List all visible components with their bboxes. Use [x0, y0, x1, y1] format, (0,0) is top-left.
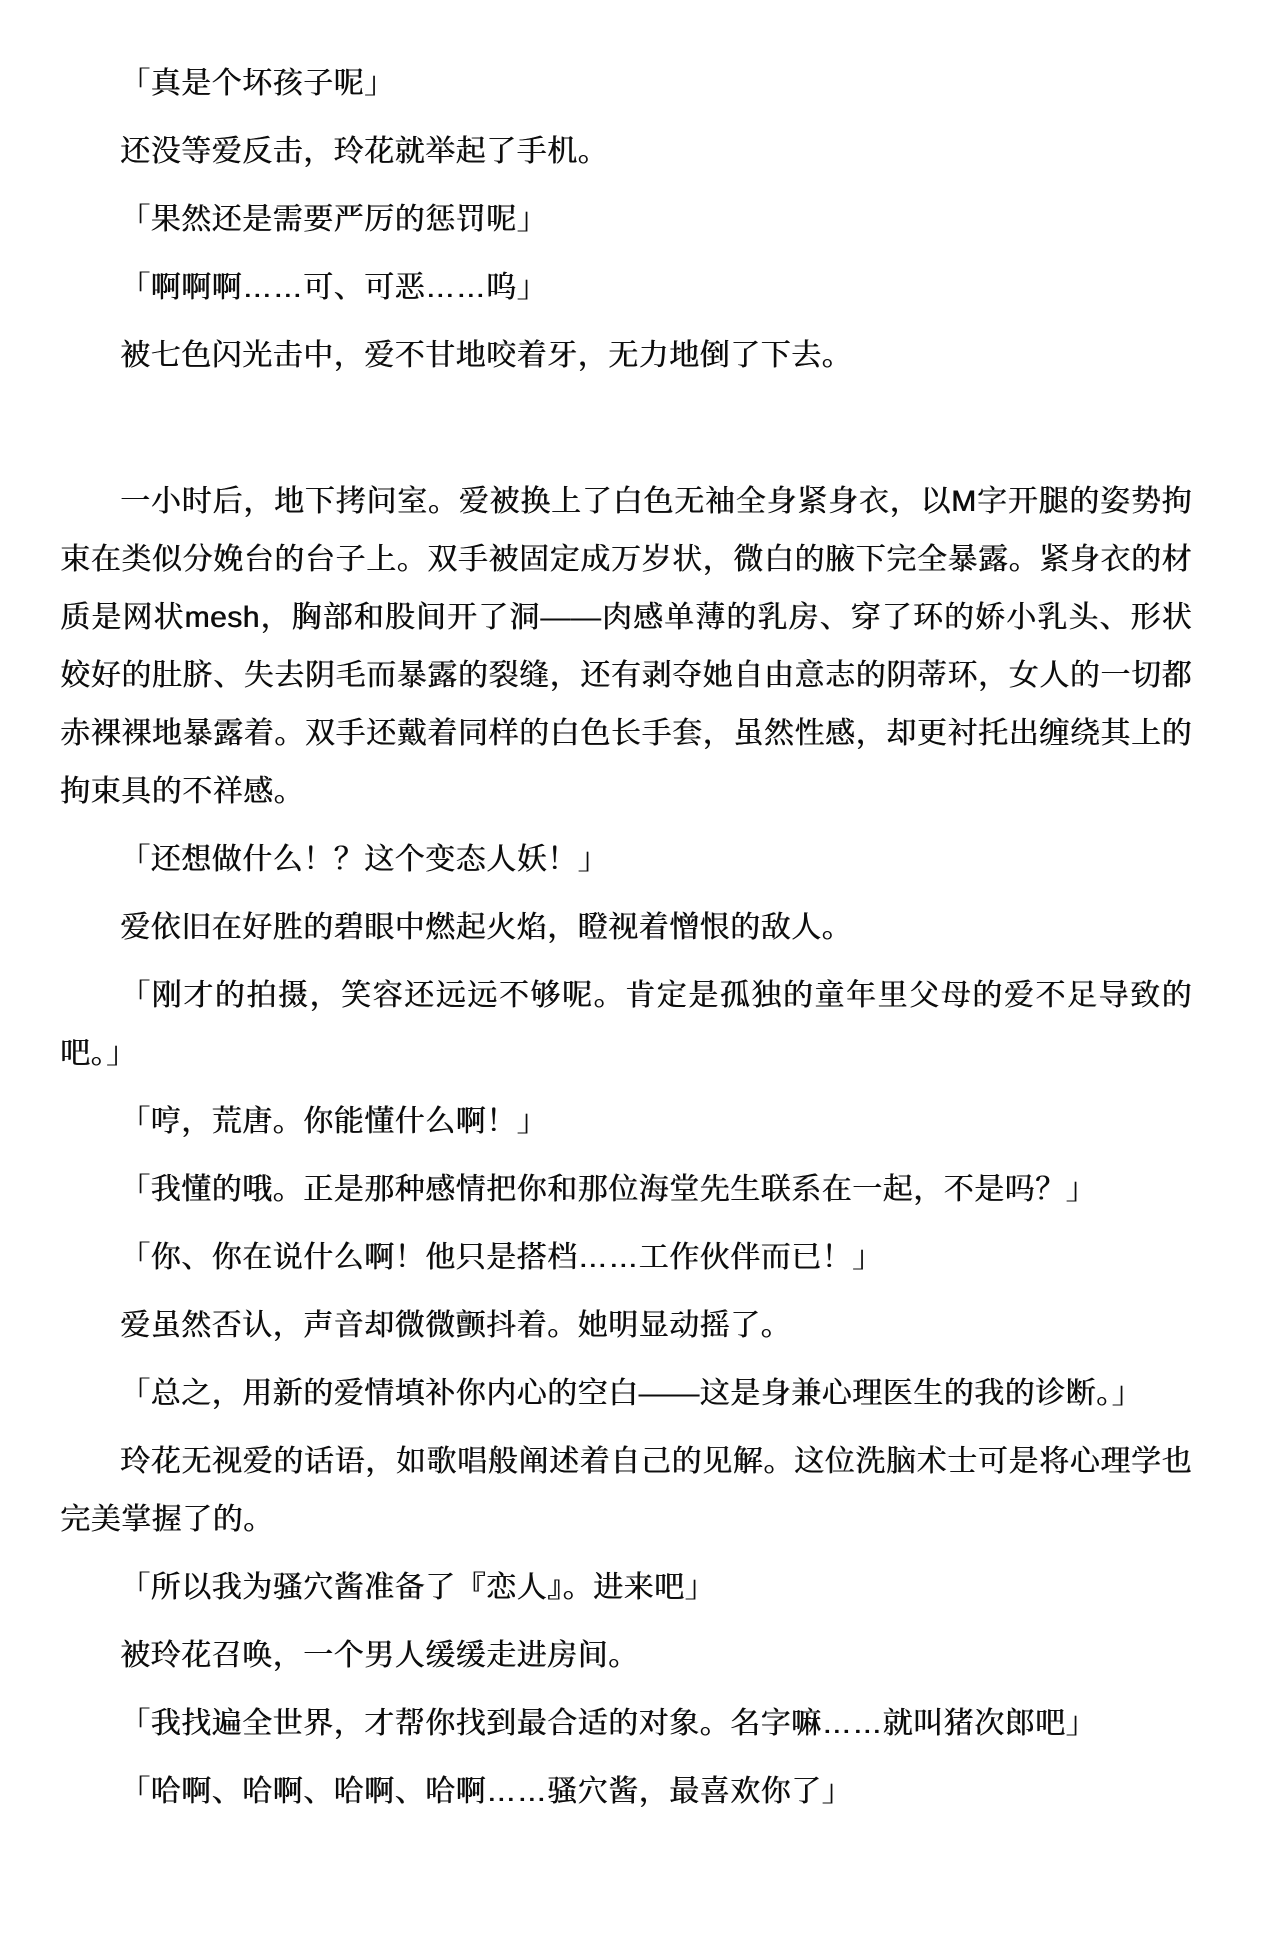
narration-line: 被玲花召唤，一个男人缓缓走进房间。: [120, 1639, 639, 1672]
dialogue-line: 「哈啊、哈啊、哈啊、哈啊……骚穴酱，最喜欢你了」: [120, 1775, 852, 1808]
dialogue-line: 「总之，用新的爱情填补你内心的空白——这是身兼心理医生的我的诊断。」: [120, 1377, 1142, 1410]
narration-line: 爱依旧在好胜的碧眼中燃起火焰，瞪视着憎恨的敌人。: [120, 911, 852, 944]
narration-line: 被七色闪光击中，爱不甘地咬着牙，无力地倒了下去。: [120, 339, 852, 372]
dialogue-line: 「果然还是需要严厉的惩罚呢」: [120, 203, 547, 236]
narration-paragraph: 一小时后，地下拷问室。爱被换上了白色无袖全身紧身衣，以M字开腿的姿势拘束在类似分娩台的台子上。双手被固定成万岁状，微白的腋下完全暴露。紧身衣的材质是网状mesh，胸部和股间开了洞——肉感单薄的乳房、穿了环的娇小乳头、形状姣好的肚脐、失去阴毛而暴露的裂缝，还有剥夺她自由意志的阴蒂环，女人的一切都赤裸裸地暴露着。双手还戴着同样的白色长手套，虽然性感，却更衬托出缠绕其上的拘束具的不祥感。: [60, 485, 1192, 808]
dialogue-line: 「我懂的哦。正是那种感情把你和那位海堂先生联系在一起，不是吗？」: [120, 1173, 1096, 1206]
narration-line: 还没等爱反击，玲花就举起了手机。: [120, 135, 608, 168]
dialogue-line: 「真是个坏孩子呢」: [120, 67, 395, 100]
dialogue-line: 「刚才的拍摄，笑容还远远不够呢。肯定是孤独的童年里父母的爱不足导致的吧。」: [60, 979, 1192, 1070]
narration-line: 玲花无视爱的话语，如歌唱般阐述着自己的见解。这位洗脑术士可是将心理学也完美掌握了的。: [60, 1445, 1192, 1536]
dialogue-line: 「所以我为骚穴酱准备了『恋人』。进来吧」: [120, 1571, 715, 1604]
dialogue-line: 「还想做什么！？这个变态人妖！」: [120, 843, 608, 876]
dialogue-line: 「啊啊啊……可、可恶……呜」: [120, 271, 547, 304]
narration-line: 爱虽然否认，声音却微微颤抖着。她明显动摇了。: [120, 1309, 791, 1342]
dialogue-line: 「我找遍全世界，才帮你找到最合适的对象。名字嘛……就叫猪次郎吧」: [120, 1707, 1096, 1740]
scene-break-spacer: [60, 395, 1192, 473]
dialogue-line: 「哼，荒唐。你能懂什么啊！」: [120, 1105, 547, 1138]
dialogue-line: 「你、你在说什么啊！他只是搭档……工作伙伴而已！」: [120, 1241, 883, 1274]
